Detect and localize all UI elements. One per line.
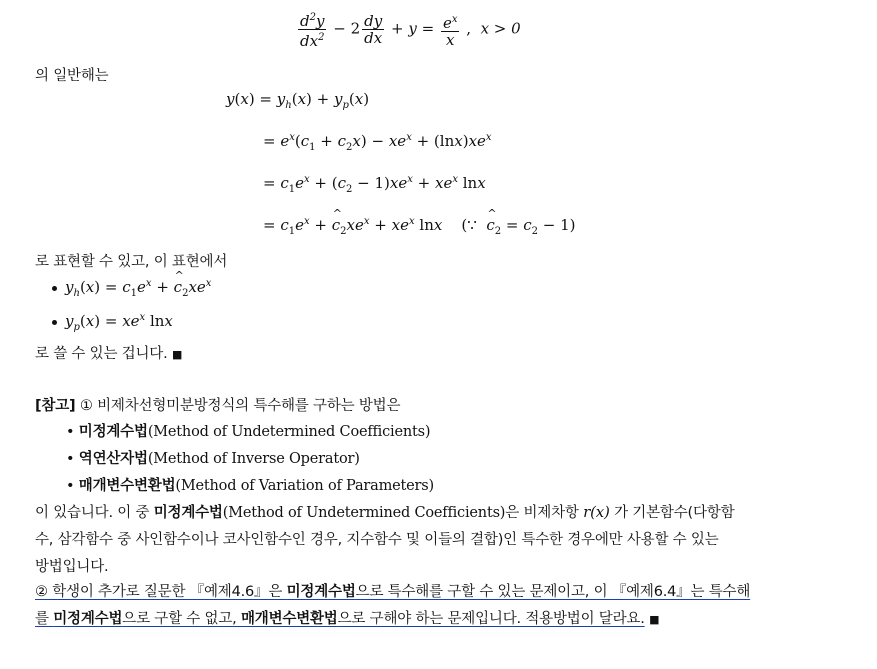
end-mark: ■	[171, 348, 183, 361]
para-text: 이 있습니다. 이 중	[35, 505, 154, 521]
bullet-icon	[52, 320, 57, 325]
closing-text: 로 쓸 수 있는 겁니다.	[35, 346, 168, 362]
equation-condition: x > 0	[480, 19, 521, 38]
note-point2-line-2	[35, 607, 659, 628]
point2-bold: 미정계수법	[286, 584, 356, 600]
note-paragraph-line-3: 방법입니다.	[35, 559, 109, 575]
bullet-yh: $y_h(x) = c_1e^x$ + ^ $c_2xe^x$	[52, 278, 211, 299]
point2-text: ② 학생이 추가로 질문한 『예제4.6』은	[35, 584, 287, 600]
point2-bold: 미정계수법	[53, 611, 123, 627]
point2-text: 으로 구해야 하는 문제입니다. 적용방법이 달라요.	[337, 611, 645, 627]
step-line-1: $y(x) = y_h(x) + y_p(x)$	[226, 90, 370, 111]
expression-text: 로 표현할 수 있고, 이 표현에서	[35, 254, 228, 270]
point2-bold: 매개변수변환법	[240, 611, 338, 627]
note-point2-line-1	[35, 580, 750, 601]
para-bold: 미정계수법	[153, 505, 223, 521]
note-point1-intro: ① 비제차선형미분방정식의 특수해를 구하는 방법은	[79, 398, 401, 414]
bullet-icon	[52, 286, 57, 291]
method-name: 역연산자법	[78, 451, 148, 467]
method-item: • 미정계수법(Method of Undetermined Coefficients)	[66, 424, 431, 440]
note-header	[35, 394, 400, 415]
method-english: (Method of Inverse Operator)	[147, 451, 360, 467]
closing-line	[35, 342, 182, 363]
note-paragraph-line-1	[35, 501, 734, 522]
note-label: [참고]	[35, 398, 76, 414]
point2-text: 으로 구할 수 없고,	[122, 611, 241, 627]
intro-text: 의 일반해는	[35, 68, 109, 84]
end-mark: ■	[649, 613, 660, 626]
method-name: 미정계수법	[78, 424, 148, 440]
main-equation: $\frac{d^2y}{dx^2}$ − 2 $\frac{dy}{dx}$ + y = $\frac{e^x}{x}$ , x > 0	[300, 12, 521, 50]
para-text: 가 기본함수(다항함	[609, 505, 735, 521]
step-line-4: = $c_1e^x$ + ^ $c_2xe^x + xe^x$ lnx (∵ ^ $c_2 = c_2 - 1$)	[263, 216, 576, 237]
note-paragraph-line-2: 수, 삼각함수 중 사인함수이나 코사인함수인 경우, 지수함수 및 이들의 결합)인 특수한 경우에만 사용할 수 있는	[35, 532, 719, 548]
method-english: (Method of Variation of Parameters)	[175, 478, 434, 494]
bullet-yp: $y_p(x) = xe^x$ lnx	[52, 312, 173, 333]
equation-separator: ,	[466, 19, 472, 38]
method-name: 매개변수변환법	[78, 478, 176, 494]
method-item: • 역연산자법(Method of Inverse Operator)	[66, 451, 360, 467]
step-line-2: = $e^x(c_1 + c_2x) - xe^x + (\ln x)xe^x$	[263, 132, 492, 153]
step-line-3: = $c_1e^x + (c_2 - 1)xe^x + xe^x$ lnx	[263, 174, 486, 195]
method-item: • 매개변수변환법(Method of Variation of Parameters)	[66, 478, 434, 494]
point2-text: 으로 특수해를 구할 수 있는 문제이고, 이 『예제6.4』는 특수해	[355, 584, 751, 600]
para-text: (Method of Undetermined Coefficients)은 비제차항	[222, 505, 584, 521]
method-english: (Method of Undetermined Coefficients)	[147, 424, 431, 440]
point2-text: 를	[35, 611, 54, 627]
para-math: r(x)	[583, 503, 610, 521]
